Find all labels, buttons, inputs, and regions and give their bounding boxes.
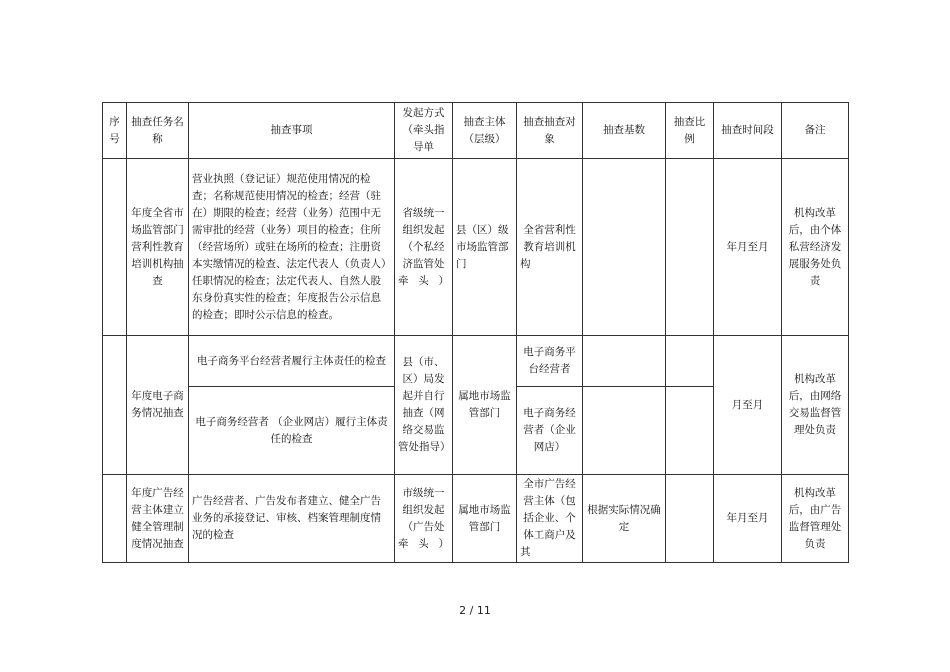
row1-period: 年月至月	[714, 159, 782, 336]
row2-item-shop: 电子商务经营者 （企业网店）履行主体责任的检查	[189, 387, 395, 475]
row2-base-a	[583, 336, 666, 387]
table-row	[103, 336, 849, 387]
row1-object: 全省营利性教育培训机构	[517, 159, 583, 336]
row2-item-platform: 电子商务平台经营者履行主体责任的检查	[189, 336, 395, 387]
row1-task-name: 年度全省市场监管部门营利性教育培训机构抽查	[127, 159, 189, 336]
row3-note: 机构改革后，由广告监督管理处负责	[782, 475, 849, 563]
page-number: 2 / 11	[459, 604, 491, 617]
row3-period: 年月至月	[714, 475, 782, 563]
header-subject: 抽查主体（层级）	[453, 103, 517, 159]
row3-base: 根据实际情况确定	[583, 475, 666, 563]
row1-base	[583, 159, 666, 336]
table-row	[103, 159, 849, 336]
row3-task-name: 年度广告经营主体建立健全管理制度情况抽查	[127, 475, 189, 563]
table-row	[103, 475, 849, 563]
header-ratio: 抽查比例	[666, 103, 714, 159]
row3-ratio	[666, 475, 714, 563]
row1-item: 营业执照（登记证）规范使用情况的检查；名称规范使用情况的检查；经营（驻在）期限的检查；经营（业务）范围中无需审批的经营（业务）项目的检查；住所（经营场所）或驻在场所的检查；注册资本实缴情况的检查、法定代表人（负责人）任职情况的检查；法定代表人、自然人股东身份真实性的检查；年度报告公示信息的检查；即时公示信息的检查。	[189, 159, 395, 336]
row1-note: 机构改革后，由个体私营经济发展服务处负责	[782, 159, 849, 336]
row3-subject: 属地市场监管部门	[453, 475, 517, 563]
row2-method: 县（市、区）局发起并自行抽查（网络交易监管处指导）	[395, 336, 453, 475]
header-object: 抽查抽查对象	[517, 103, 583, 159]
header-row	[103, 103, 849, 159]
row1-subject: 县（区）级市场监管部门	[453, 159, 517, 336]
row2-task-name: 年度电子商务情况抽查	[127, 336, 189, 475]
row2-object-shop: 电子商务经营者（企业网店）	[517, 387, 583, 475]
row2-period: 月至月	[714, 336, 782, 475]
header-period: 抽查时间段	[714, 103, 782, 159]
row2-ratio-a	[666, 336, 714, 387]
header-method: 发起方式（牵头指导单	[395, 103, 453, 159]
row2-object-platform: 电子商务平台经营者	[517, 336, 583, 387]
header-seq: 序号	[103, 103, 127, 159]
row2-ratio-b	[666, 387, 714, 475]
header-base: 抽查基数	[583, 103, 666, 159]
row3-item: 广告经营者、广告发布者建立、健全广告业务的承接登记、审核、档案管理制度情况的检查	[189, 475, 395, 563]
row3-method: 市级统一组织发起（广告处牵头）	[395, 475, 453, 563]
inspection-table	[102, 102, 849, 563]
header-item: 抽查事项	[189, 103, 395, 159]
row2-base-b	[583, 387, 666, 475]
row2-seq	[103, 336, 127, 475]
row2-subject: 属地市场监管部门	[453, 336, 517, 475]
row2-note: 机构改革后，由网络交易监督管理处负责	[782, 336, 849, 475]
row1-ratio	[666, 159, 714, 336]
row1-seq	[103, 159, 127, 336]
row3-object: 全市广告经营主体（包括企业、个体工商户及其	[517, 475, 583, 563]
header-note: 备注	[782, 103, 849, 159]
row1-method: 省级统一组织发起（个私经济监管处牵头）	[395, 159, 453, 336]
row3-seq	[103, 475, 127, 563]
header-task-name: 抽查任务名称	[127, 103, 189, 159]
